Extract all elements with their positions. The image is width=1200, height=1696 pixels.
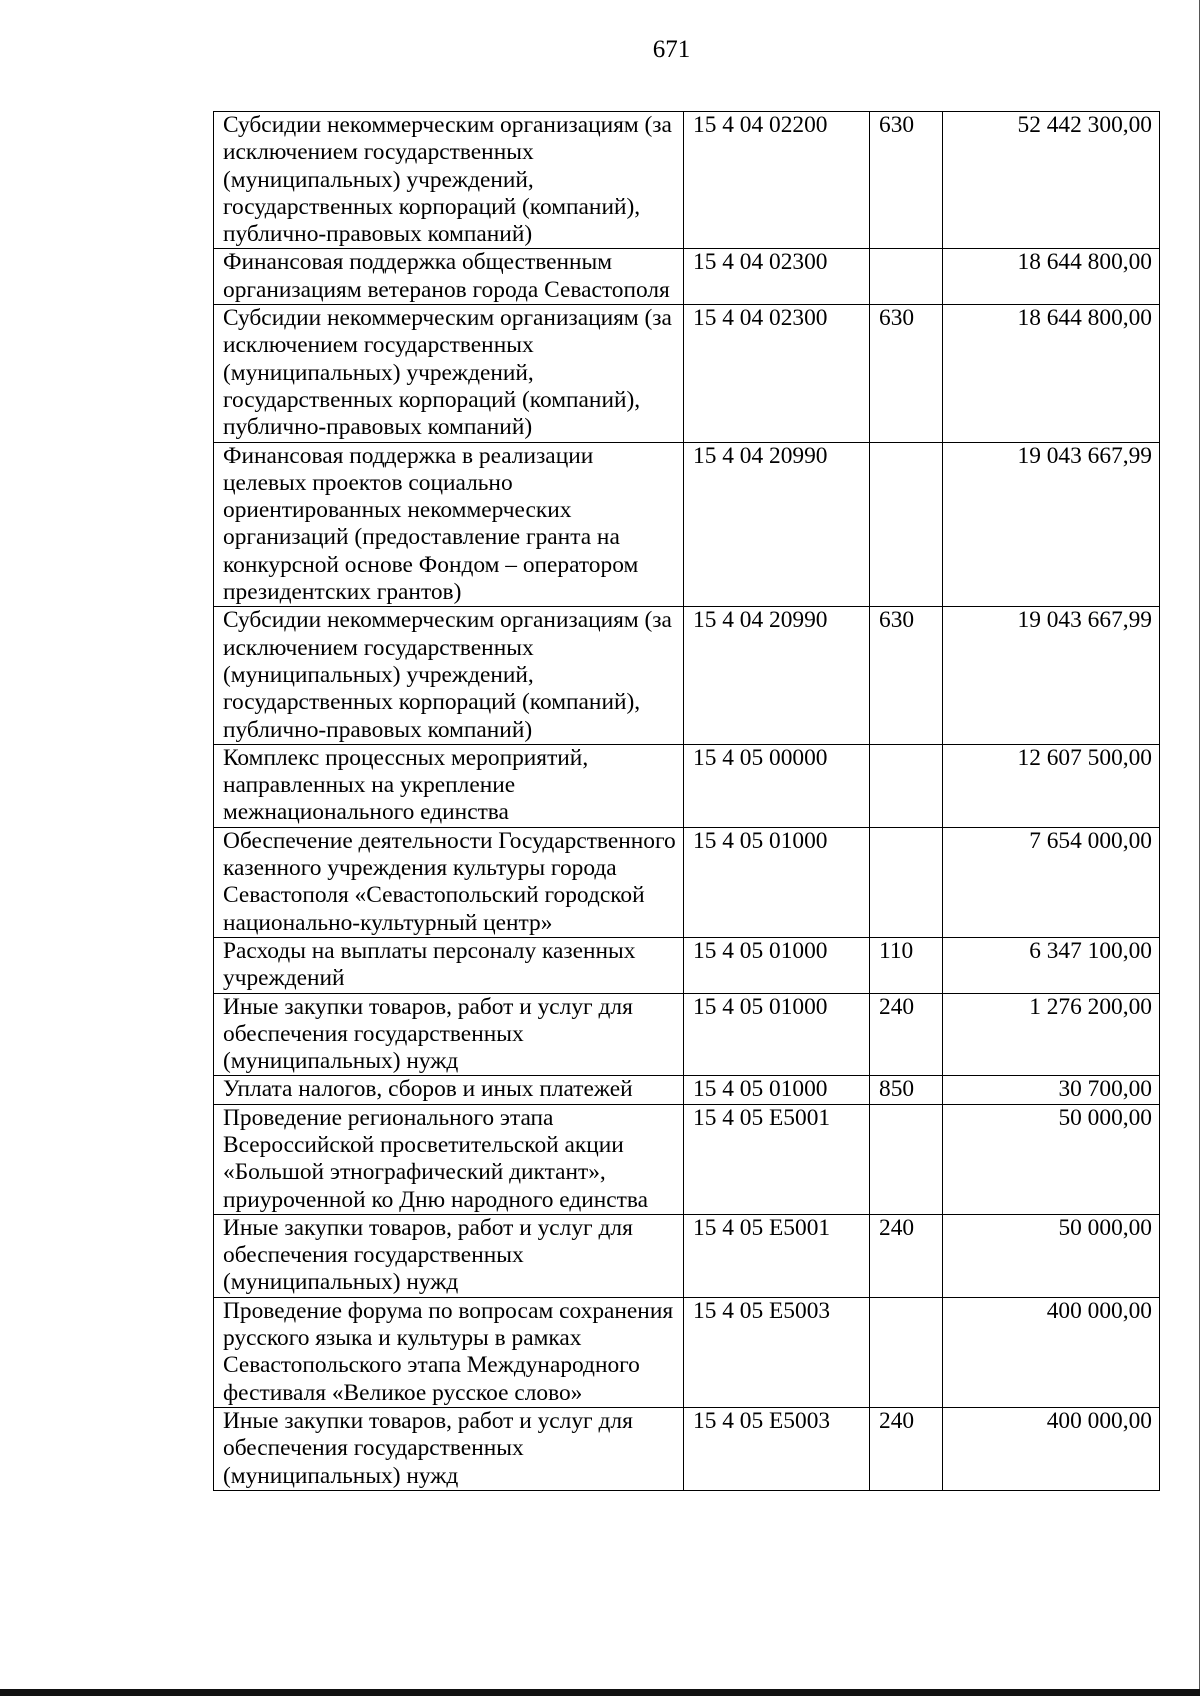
amount-cell: 12 607 500,00: [943, 744, 1160, 827]
target-article-code-cell: 15 4 05 01000: [684, 993, 870, 1076]
target-article-code-cell: 15 4 04 20990: [684, 442, 870, 607]
expense-type-code-cell: 110: [870, 937, 943, 993]
expense-type-code-cell: [870, 1104, 943, 1214]
amount-cell: 400 000,00: [943, 1407, 1160, 1490]
amount-cell: 400 000,00: [943, 1297, 1160, 1407]
amount-cell: 50 000,00: [943, 1214, 1160, 1297]
expense-name-cell: Финансовая поддержка в реализации целевых проектов социально ориентированных некоммерческих организаций (предоставление гранта на конкурсной основе Фондом – оператором президентских грантов): [214, 442, 684, 607]
expense-type-code-cell: [870, 1297, 943, 1407]
table-row: [214, 305, 1160, 442]
amount-cell: 7 654 000,00: [943, 827, 1160, 937]
amount-cell: 6 347 100,00: [943, 937, 1160, 993]
expense-name-cell: Иные закупки товаров, работ и услуг для обеспечения государственных (муниципальных) нужд: [214, 1407, 684, 1490]
expense-type-code-cell: 630: [870, 607, 943, 744]
table-row: [214, 1297, 1160, 1407]
target-article-code-cell: 15 4 05 01000: [684, 937, 870, 993]
table-row: [214, 1076, 1160, 1104]
expense-name-cell: Субсидии некоммерческим организациям (за исключением государственных (муниципальных) учреждений, государственных корпораций (компаний), публично-правовых компаний): [214, 305, 684, 442]
amount-cell: 1 276 200,00: [943, 993, 1160, 1076]
expense-type-code-cell: [870, 442, 943, 607]
expense-type-code-cell: [870, 249, 943, 305]
table-row: [214, 744, 1160, 827]
expense-name-cell: Проведение регионального этапа Всероссийской просветительской акции «Большой этнографический диктант», приуроченной ко Дню народного единства: [214, 1104, 684, 1214]
expense-name-cell: Финансовая поддержка общественным организациям ветеранов города Севастополя: [214, 249, 684, 305]
table-row: [214, 112, 1160, 249]
table-row: [214, 607, 1160, 744]
expense-type-code-cell: 240: [870, 1407, 943, 1490]
expense-type-code-cell: 850: [870, 1076, 943, 1104]
table-row: [214, 442, 1160, 607]
expense-name-cell: Проведение форума по вопросам сохранения русского языка и культуры в рамках Севастопольского этапа Международного фестиваля «Великое русское слово»: [214, 1297, 684, 1407]
expense-type-code-cell: 240: [870, 1214, 943, 1297]
budget-table: [213, 111, 1160, 1491]
amount-cell: 19 043 667,99: [943, 442, 1160, 607]
expense-name-cell: Комплекс процессных мероприятий, направленных на укрепление межнационального единства: [214, 744, 684, 827]
expense-name-cell: Уплата налогов, сборов и иных платежей: [214, 1076, 684, 1104]
table-row: [214, 249, 1160, 305]
table-row: [214, 1214, 1160, 1297]
table-row: [214, 1104, 1160, 1214]
expense-name-cell: Субсидии некоммерческим организациям (за исключением государственных (муниципальных) учреждений, государственных корпораций (компаний), публично-правовых компаний): [214, 607, 684, 744]
expense-type-code-cell: 630: [870, 305, 943, 442]
table-row: [214, 993, 1160, 1076]
expense-name-cell: Иные закупки товаров, работ и услуг для обеспечения государственных (муниципальных) нужд: [214, 1214, 684, 1297]
target-article-code-cell: 15 4 04 02200: [684, 112, 870, 249]
target-article-code-cell: 15 4 04 20990: [684, 607, 870, 744]
amount-cell: 18 644 800,00: [943, 249, 1160, 305]
scan-edge-bottom: [0, 1689, 1200, 1696]
expense-name-cell: Иные закупки товаров, работ и услуг для обеспечения государственных (муниципальных) нужд: [214, 993, 684, 1076]
target-article-code-cell: 15 4 05 Е5003: [684, 1297, 870, 1407]
expense-type-code-cell: [870, 827, 943, 937]
target-article-code-cell: 15 4 05 00000: [684, 744, 870, 827]
target-article-code-cell: 15 4 05 Е5001: [684, 1104, 870, 1214]
expense-name-cell: Обеспечение деятельности Государственного казенного учреждения культуры города Севастополя «Севастопольский городской национально-культурный центр»: [214, 827, 684, 937]
target-article-code-cell: 15 4 04 02300: [684, 249, 870, 305]
expense-type-code-cell: 240: [870, 993, 943, 1076]
amount-cell: 52 442 300,00: [943, 112, 1160, 249]
target-article-code-cell: 15 4 05 Е5001: [684, 1214, 870, 1297]
amount-cell: 30 700,00: [943, 1076, 1160, 1104]
expense-type-code-cell: [870, 744, 943, 827]
target-article-code-cell: 15 4 05 01000: [684, 1076, 870, 1104]
amount-cell: 18 644 800,00: [943, 305, 1160, 442]
amount-cell: 19 043 667,99: [943, 607, 1160, 744]
expense-type-code-cell: 630: [870, 112, 943, 249]
page-number: 671: [652, 36, 691, 63]
target-article-code-cell: 15 4 04 02300: [684, 305, 870, 442]
expense-name-cell: Расходы на выплаты персоналу казенных учреждений: [214, 937, 684, 993]
amount-cell: 50 000,00: [943, 1104, 1160, 1214]
table-row: [214, 1407, 1160, 1490]
table-row: [214, 827, 1160, 937]
target-article-code-cell: 15 4 05 01000: [684, 827, 870, 937]
target-article-code-cell: 15 4 05 Е5003: [684, 1407, 870, 1490]
table-row: [214, 937, 1160, 993]
expense-name-cell: Субсидии некоммерческим организациям (за исключением государственных (муниципальных) учреждений, государственных корпораций (компаний), публично-правовых компаний): [214, 112, 684, 249]
